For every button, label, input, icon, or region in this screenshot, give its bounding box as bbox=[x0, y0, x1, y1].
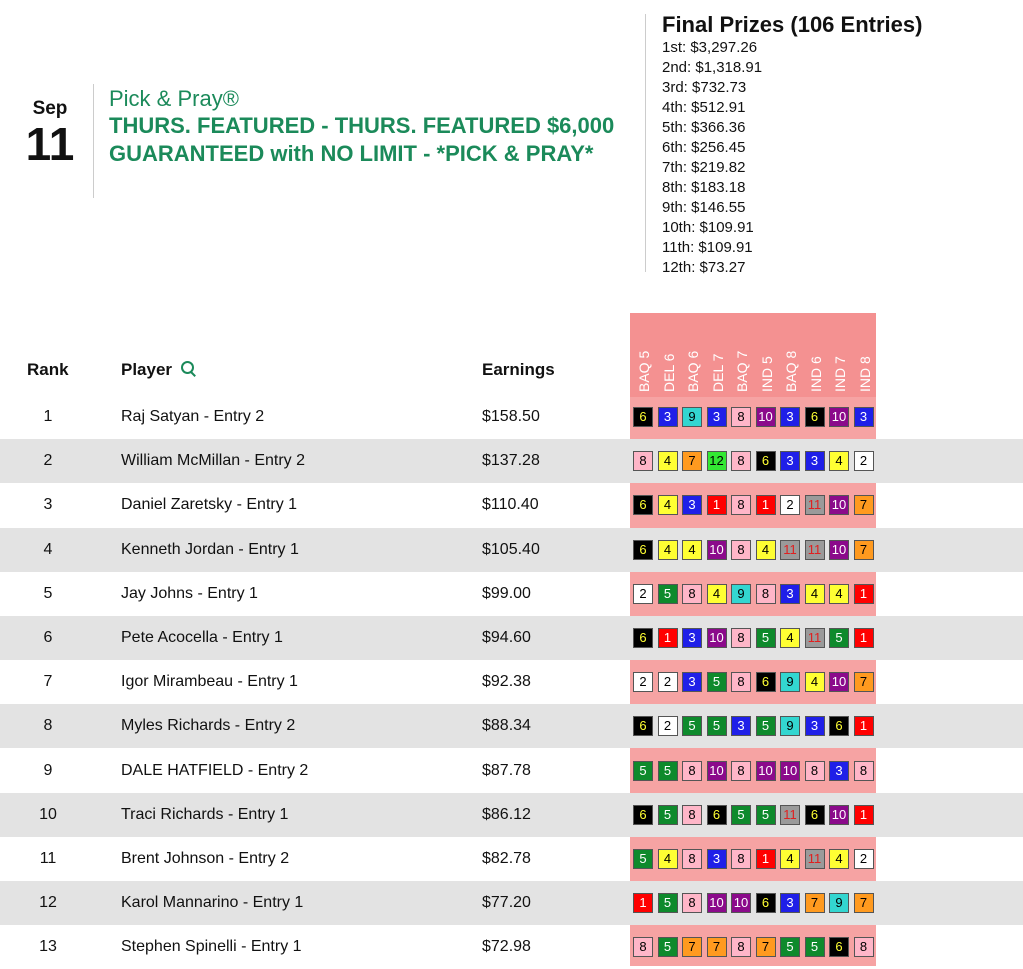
pick-badge: 4 bbox=[707, 584, 727, 604]
pick-badge: 11 bbox=[780, 805, 800, 825]
pick-badge: 10 bbox=[829, 495, 849, 515]
pick-badge: 7 bbox=[682, 451, 702, 471]
pick-badge: 3 bbox=[780, 584, 800, 604]
pick-badge: 4 bbox=[829, 451, 849, 471]
pick-badge: 11 bbox=[780, 540, 800, 560]
player-name[interactable]: Karol Mannarino - Entry 1 bbox=[121, 894, 304, 912]
table-row[interactable] bbox=[0, 749, 1023, 793]
pick-badge: 2 bbox=[658, 672, 678, 692]
prize-item: 12th: $73.27 bbox=[662, 259, 746, 276]
prize-item: 9th: $146.55 bbox=[662, 199, 746, 216]
pick-badge: 7 bbox=[854, 893, 874, 913]
pick-badge: 3 bbox=[707, 407, 727, 427]
rank-cell: 4 bbox=[43, 540, 53, 558]
rank-cell: 9 bbox=[43, 761, 53, 779]
pick-badge: 6 bbox=[633, 628, 653, 648]
pick-badge: 8 bbox=[682, 893, 702, 913]
earnings-cell: $82.78 bbox=[482, 850, 531, 867]
pick-badge: 5 bbox=[756, 716, 776, 736]
pick-badge: 1 bbox=[854, 805, 874, 825]
player-name[interactable]: Brent Johnson - Entry 2 bbox=[121, 850, 290, 867]
final-prizes bbox=[662, 12, 922, 278]
pick-badge: 5 bbox=[682, 716, 702, 736]
pick-badge: 6 bbox=[829, 716, 849, 736]
pick-badge: 4 bbox=[805, 672, 825, 692]
race-header bbox=[828, 318, 852, 392]
pick-badge: 5 bbox=[805, 937, 825, 957]
pick-badge: 8 bbox=[731, 672, 751, 692]
rank-cell: 2 bbox=[43, 452, 53, 470]
event-day: 11 bbox=[25, 118, 75, 170]
race-header bbox=[804, 318, 828, 392]
table-row[interactable] bbox=[0, 616, 1023, 660]
player-name[interactable]: Igor Mirambeau - Entry 1 bbox=[121, 673, 298, 691]
race-header bbox=[632, 318, 656, 392]
pick-badge: 8 bbox=[682, 805, 702, 825]
pick-badge: 1 bbox=[854, 628, 874, 648]
race-header-label: IND 6 bbox=[807, 356, 824, 392]
rank-cell: 1 bbox=[43, 408, 53, 425]
pick-badge: 11 bbox=[805, 628, 825, 648]
pick-badge: 10 bbox=[707, 540, 727, 560]
contest-header bbox=[109, 86, 639, 168]
player-name[interactable]: Myles Richards - Entry 2 bbox=[121, 717, 296, 735]
player-name[interactable]: Daniel Zaretsky - Entry 1 bbox=[121, 496, 298, 514]
table-row[interactable] bbox=[0, 881, 1023, 925]
pick-badge: 8 bbox=[805, 761, 825, 781]
table-row[interactable] bbox=[0, 439, 1023, 483]
player-header[interactable] bbox=[121, 360, 196, 380]
pick-badge: 3 bbox=[682, 672, 702, 692]
pick-badge: 1 bbox=[658, 628, 678, 648]
earnings-cell: $158.50 bbox=[482, 408, 540, 425]
earnings-cell: $105.40 bbox=[482, 540, 540, 558]
pick-badge: 2 bbox=[633, 584, 653, 604]
pick-badge: 3 bbox=[805, 716, 825, 736]
table-row[interactable] bbox=[0, 793, 1023, 837]
race-header bbox=[657, 318, 681, 392]
pick-badge: 5 bbox=[658, 893, 678, 913]
rank-header: Rank bbox=[27, 360, 69, 379]
pick-badge: 4 bbox=[658, 540, 678, 560]
pick-badge: 9 bbox=[829, 893, 849, 913]
pick-badge: 5 bbox=[658, 937, 678, 957]
pick-badge: 10 bbox=[707, 761, 727, 781]
contest-brand: Pick & Pray® bbox=[109, 86, 239, 111]
pick-badge: 9 bbox=[780, 716, 800, 736]
rank-cell: 10 bbox=[39, 805, 57, 823]
earnings-cell: $77.20 bbox=[482, 894, 531, 912]
pick-badge: 2 bbox=[633, 672, 653, 692]
search-icon[interactable] bbox=[180, 361, 196, 377]
date-divider bbox=[93, 84, 94, 198]
pick-badge: 10 bbox=[756, 407, 776, 427]
race-header-label: IND 8 bbox=[856, 356, 873, 392]
pick-badge: 8 bbox=[731, 495, 751, 515]
prize-item: 10th: $109.91 bbox=[662, 219, 754, 236]
pick-badge: 8 bbox=[633, 937, 653, 957]
pick-badge: 5 bbox=[756, 628, 776, 648]
earnings-header: Earnings bbox=[482, 360, 555, 379]
rank-cell: 11 bbox=[39, 850, 57, 867]
prize-item: 5th: $366.36 bbox=[662, 119, 746, 136]
player-name[interactable]: Stephen Spinelli - Entry 1 bbox=[121, 938, 302, 956]
table-row[interactable] bbox=[0, 572, 1023, 616]
prize-item: 8th: $183.18 bbox=[662, 179, 746, 196]
pick-badge: 8 bbox=[731, 849, 751, 869]
pick-badge: 6 bbox=[805, 407, 825, 427]
player-name[interactable]: Kenneth Jordan - Entry 1 bbox=[121, 540, 299, 558]
earnings-cell: $88.34 bbox=[482, 717, 531, 735]
pick-badge: 6 bbox=[633, 407, 653, 427]
pick-badge: 10 bbox=[829, 407, 849, 427]
pick-badge: 8 bbox=[731, 451, 751, 471]
pick-badge: 9 bbox=[682, 407, 702, 427]
pick-badge: 5 bbox=[658, 761, 678, 781]
pick-badge: 9 bbox=[780, 672, 800, 692]
prize-item: 2nd: $1,318.91 bbox=[662, 59, 763, 76]
pick-badge: 6 bbox=[633, 716, 653, 736]
prize-item: 7th: $219.82 bbox=[662, 159, 746, 176]
pick-badge: 9 bbox=[731, 584, 751, 604]
pick-badge: 6 bbox=[805, 805, 825, 825]
pick-badge: 3 bbox=[780, 407, 800, 427]
race-header-label: BAQ 7 bbox=[734, 350, 750, 392]
pick-badge: 7 bbox=[756, 937, 776, 957]
race-header-label: DEL 6 bbox=[660, 353, 677, 392]
event-month: Sep bbox=[32, 98, 68, 119]
pick-badge: 5 bbox=[756, 805, 776, 825]
earnings-cell: $137.28 bbox=[482, 452, 540, 470]
prize-item: 11th: $109.91 bbox=[662, 239, 753, 256]
earnings-cell: $72.98 bbox=[482, 938, 531, 956]
race-header-label: IND 5 bbox=[758, 356, 775, 392]
earnings-cell: $99.00 bbox=[482, 584, 531, 602]
race-header bbox=[730, 318, 754, 392]
prize-item: 6th: $256.45 bbox=[662, 139, 746, 156]
pick-badge: 8 bbox=[731, 540, 751, 560]
pick-badge: 1 bbox=[756, 495, 776, 515]
pick-badge: 5 bbox=[731, 805, 751, 825]
prize-item: 4th: $512.91 bbox=[662, 99, 746, 116]
contest-name: THURS. FEATURED - THURS. FEATURED $6,000 GUARANTEED with NO LIMIT - *PICK & PRAY* bbox=[109, 113, 615, 166]
pick-badge: 2 bbox=[780, 495, 800, 515]
rank-cell: 13 bbox=[39, 938, 57, 956]
pick-badge: 7 bbox=[682, 937, 702, 957]
player-name[interactable]: Traci Richards - Entry 1 bbox=[121, 805, 289, 823]
pick-badge: 2 bbox=[854, 451, 874, 471]
pick-badge: 4 bbox=[780, 849, 800, 869]
pick-badge: 6 bbox=[756, 893, 776, 913]
pick-badge: 3 bbox=[829, 761, 849, 781]
pick-badge: 4 bbox=[780, 628, 800, 648]
pick-badge: 3 bbox=[854, 407, 874, 427]
race-header-label: BAQ 6 bbox=[685, 350, 701, 392]
pick-badge: 8 bbox=[854, 937, 874, 957]
pick-badge: 5 bbox=[707, 672, 727, 692]
pick-badge: 3 bbox=[780, 893, 800, 913]
pick-badge: 6 bbox=[829, 937, 849, 957]
pick-badge: 8 bbox=[731, 407, 751, 427]
pick-badge: 8 bbox=[854, 761, 874, 781]
pick-badge: 6 bbox=[756, 672, 776, 692]
rank-cell: 5 bbox=[43, 584, 53, 602]
pick-badge: 5 bbox=[633, 761, 653, 781]
pick-badge: 3 bbox=[682, 628, 702, 648]
earnings-cell: $87.78 bbox=[482, 761, 531, 779]
pick-badge: 3 bbox=[658, 407, 678, 427]
race-header-label: IND 7 bbox=[832, 356, 848, 392]
pick-badge: 11 bbox=[805, 849, 825, 869]
pick-badge: 1 bbox=[854, 584, 874, 604]
pick-badge: 4 bbox=[829, 584, 849, 604]
pick-badge: 5 bbox=[658, 805, 678, 825]
pick-badge: 8 bbox=[756, 584, 776, 604]
pick-badge: 2 bbox=[658, 716, 678, 736]
pick-badge: 3 bbox=[780, 451, 800, 471]
pick-badge: 1 bbox=[707, 495, 727, 515]
player-name[interactable]: Jay Johns - Entry 1 bbox=[121, 584, 258, 602]
pick-badge: 4 bbox=[829, 849, 849, 869]
table-row[interactable] bbox=[0, 837, 1023, 881]
player-header-label: Player bbox=[121, 360, 173, 379]
race-header bbox=[779, 318, 803, 392]
pick-badge: 4 bbox=[658, 495, 678, 515]
pick-badge: 5 bbox=[829, 628, 849, 648]
pick-badge: 4 bbox=[756, 540, 776, 560]
pick-badge: 4 bbox=[658, 849, 678, 869]
pick-badge: 12 bbox=[707, 451, 727, 471]
pick-badge: 6 bbox=[756, 451, 776, 471]
pick-badge: 6 bbox=[707, 805, 727, 825]
earnings-cell: $86.12 bbox=[482, 805, 531, 823]
pick-badge: 8 bbox=[731, 628, 751, 648]
table-row[interactable] bbox=[0, 395, 1023, 439]
pick-badge: 5 bbox=[633, 849, 653, 869]
player-name[interactable]: Raj Satyan - Entry 2 bbox=[121, 408, 265, 425]
pick-badge: 10 bbox=[731, 893, 751, 913]
pick-badge: 2 bbox=[854, 849, 874, 869]
rank-cell: 12 bbox=[39, 894, 57, 912]
prize-item: 3rd: $732.73 bbox=[662, 79, 747, 96]
pick-badge: 7 bbox=[854, 672, 874, 692]
pick-badge: 8 bbox=[682, 761, 702, 781]
prizes-title: Final Prizes (106 Entries) bbox=[662, 12, 923, 37]
race-header bbox=[853, 318, 877, 392]
earnings-cell: $92.38 bbox=[482, 673, 531, 691]
rank-cell: 3 bbox=[43, 496, 53, 514]
pick-badge: 10 bbox=[829, 540, 849, 560]
table-row[interactable] bbox=[0, 925, 1023, 969]
table-row[interactable] bbox=[0, 660, 1023, 704]
table-row[interactable] bbox=[0, 483, 1023, 527]
pick-badge: 5 bbox=[707, 716, 727, 736]
race-header bbox=[681, 318, 705, 392]
pick-badge: 10 bbox=[707, 893, 727, 913]
pick-badge: 4 bbox=[658, 451, 678, 471]
pick-badge: 5 bbox=[658, 584, 678, 604]
pick-badge: 10 bbox=[707, 628, 727, 648]
pick-badge: 6 bbox=[633, 495, 653, 515]
pick-badge: 8 bbox=[682, 849, 702, 869]
pick-badge: 3 bbox=[682, 495, 702, 515]
pick-badge: 4 bbox=[682, 540, 702, 560]
race-header-label: DEL 7 bbox=[709, 353, 726, 392]
pick-badge: 6 bbox=[633, 540, 653, 560]
pick-badge: 7 bbox=[805, 893, 825, 913]
pick-badge: 3 bbox=[731, 716, 751, 736]
player-name[interactable]: William McMillan - Entry 2 bbox=[121, 452, 306, 470]
rank-cell: 7 bbox=[43, 673, 53, 691]
prizes-divider bbox=[645, 14, 646, 272]
pick-badge: 10 bbox=[780, 761, 800, 781]
event-date bbox=[18, 98, 82, 168]
prize-item: 1st: $3,297.26 bbox=[662, 39, 758, 56]
race-header bbox=[755, 318, 779, 392]
prize-list bbox=[662, 38, 922, 278]
pick-badge: 10 bbox=[829, 805, 849, 825]
pick-badge: 8 bbox=[682, 584, 702, 604]
pick-badge: 8 bbox=[633, 451, 653, 471]
rank-cell: 8 bbox=[43, 717, 53, 735]
player-name[interactable]: DALE HATFIELD - Entry 2 bbox=[121, 761, 309, 779]
race-header-label: BAQ 5 bbox=[636, 350, 652, 392]
race-header bbox=[706, 318, 730, 392]
pick-badge: 11 bbox=[805, 495, 825, 515]
rank-cell: 6 bbox=[43, 629, 53, 646]
pick-badge: 6 bbox=[633, 805, 653, 825]
pick-badge: 8 bbox=[731, 937, 751, 957]
pick-badge: 1 bbox=[756, 849, 776, 869]
earnings-cell: $110.40 bbox=[482, 496, 539, 514]
pick-badge: 1 bbox=[854, 716, 874, 736]
race-header-label: BAQ 8 bbox=[783, 350, 799, 392]
pick-badge: 10 bbox=[756, 761, 776, 781]
pick-badge: 7 bbox=[854, 495, 874, 515]
pick-badge: 3 bbox=[707, 849, 727, 869]
pick-badge: 5 bbox=[780, 937, 800, 957]
table-row[interactable] bbox=[0, 704, 1023, 748]
pick-badge: 8 bbox=[731, 761, 751, 781]
pick-badge: 1 bbox=[633, 893, 653, 913]
pick-badge: 3 bbox=[805, 451, 825, 471]
pick-badge: 11 bbox=[805, 540, 825, 560]
pick-badge: 4 bbox=[805, 584, 825, 604]
earnings-cell: $94.60 bbox=[482, 629, 531, 646]
pick-badge: 7 bbox=[707, 937, 727, 957]
player-name[interactable]: Pete Acocella - Entry 1 bbox=[121, 629, 283, 646]
pick-badge: 10 bbox=[829, 672, 849, 692]
pick-badge: 7 bbox=[854, 540, 874, 560]
table-row[interactable] bbox=[0, 528, 1023, 572]
